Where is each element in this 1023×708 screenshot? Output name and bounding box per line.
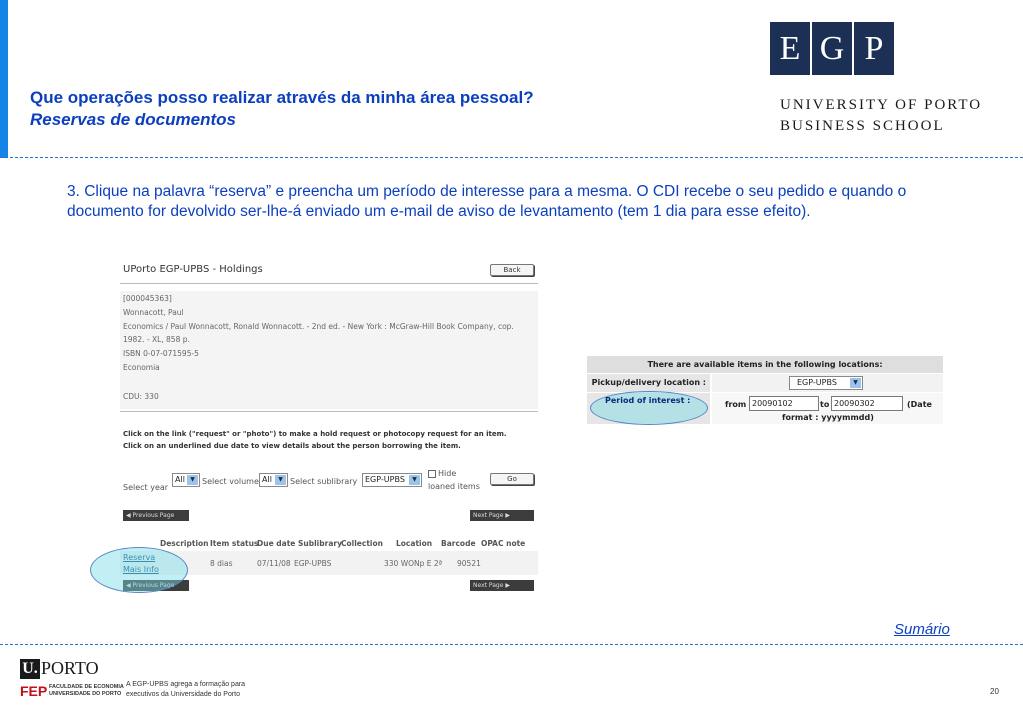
chevron-down-icon: ▼ [187, 475, 198, 485]
previous-page-label: Previous Page [132, 512, 175, 519]
page-number: 20 [990, 687, 999, 696]
school-line-1: UNIVERSITY OF PORTO [780, 97, 983, 113]
school-name [780, 95, 982, 137]
volume-select[interactable] [259, 473, 288, 487]
record-description: Economics / Paul Wonnacott, Ronald Wonnacott. - 2nd ed. - New York : McGraw-Hill Book Company, cop. [123, 322, 514, 331]
note-due-date: Click on an underlined due date to view details about the person borrowing the item. [123, 442, 461, 450]
next-page-button-bottom[interactable]: Next Page ▶ [470, 580, 534, 591]
pickup-label: Pickup/delivery location : [587, 374, 710, 392]
tagline-line-1: A EGP-UPBS agrega a formação para [126, 681, 246, 688]
fep-line-2: UNIVERSIDADE DO PORTO [49, 691, 122, 697]
col-item-status: Item status [210, 539, 259, 548]
fep-line-1: FACULDADE DE ECONOMIA [49, 684, 124, 690]
year-select[interactable] [172, 473, 200, 487]
sublibrary-value: EGP-UPBS [365, 475, 405, 484]
logo-letter-p: P [854, 22, 894, 75]
next-page-label: Next Page [473, 512, 504, 519]
cell-location: 330 WONp E 2ª [384, 559, 443, 568]
sublibrary-select[interactable] [362, 473, 422, 487]
chevron-down-icon: ▼ [850, 378, 861, 388]
to-label: to [820, 400, 830, 409]
col-due-date: Due date [257, 539, 296, 548]
reserva-link[interactable]: Reserva [123, 553, 156, 562]
from-date-input[interactable]: 20090102 [749, 396, 819, 411]
footer-tagline [126, 680, 245, 700]
select-volume-label: Select volume [202, 477, 259, 486]
cell-item-status: 8 dias [210, 559, 233, 568]
uporto-text: PORTO [41, 658, 99, 678]
previous-page-button-bottom[interactable]: ◀ Previous Page [123, 580, 189, 591]
col-sublibrary: Sublibrary [298, 539, 342, 548]
note-request: Click on the link ("request" or "photo") to make a hold request or photocopy request for an item. [123, 430, 507, 438]
cell-due-date: 07/11/08 [257, 559, 291, 568]
divider [120, 283, 538, 284]
previous-page-label: Previous Page [132, 582, 175, 589]
next-page-label: Next Page [473, 582, 504, 589]
cell-barcode: 90521 [457, 559, 481, 568]
instruction-text: 3. Clique na palavra “reserva” e preencha um período de interesse para a mesma. O CDI recebe o seu pedido e quando o documento for devolvido ser-lhe-á enviado um e-mail de aviso de levantamento (tem 1 dia para esse efeito). [67, 183, 907, 220]
school-line-2: BUSINESS SCHOOL [780, 118, 945, 134]
go-button[interactable]: Go [490, 473, 534, 485]
previous-page-button[interactable]: ◀ Previous Page [123, 510, 189, 521]
select-sublibrary-label: Select sublibrary [290, 477, 358, 486]
record-subject: Economia [123, 363, 160, 372]
fep-subtitle [49, 684, 124, 698]
bottom-divider [0, 644, 1023, 645]
period-label: Period of interest : [605, 396, 691, 405]
holdings-screenshot [118, 258, 542, 604]
uporto-mark: U. [20, 659, 40, 679]
chevron-down-icon: ▼ [275, 475, 286, 485]
next-page-button[interactable]: Next Page ▶ [470, 510, 534, 521]
logo-letter-e: E [770, 22, 810, 75]
loaned-items-label: loaned items [428, 482, 480, 491]
pickup-select[interactable] [789, 376, 863, 390]
col-barcode: Barcode [441, 539, 476, 548]
col-opac-note: OPAC note [481, 539, 526, 548]
year-value: All [175, 475, 185, 484]
locations-header: There are available items in the following locations: [587, 356, 943, 373]
record-cdu: CDU: 330 [123, 392, 159, 401]
select-year-label: Select year [123, 483, 169, 492]
sumario-link[interactable]: Sumário [894, 621, 950, 638]
cell-sublibrary: EGP-UPBS [294, 559, 332, 568]
divider [120, 411, 538, 412]
col-collection: Collection [341, 539, 383, 548]
record-id: [000045363] [123, 294, 172, 303]
logo-letter-g: G [812, 22, 852, 75]
pickup-value: EGP-UPBS [797, 378, 837, 387]
fep-logo: FEP [20, 683, 48, 699]
mais-info-link[interactable]: Mais Info [123, 565, 159, 574]
record-description-2: 1982. - XL, 858 p. [123, 335, 190, 344]
volume-value: All [262, 475, 272, 484]
slide-title-block [30, 87, 534, 131]
record-box [120, 291, 538, 409]
hide-label: Hide [438, 469, 457, 478]
highlight-oval [90, 547, 188, 593]
from-label: from [725, 400, 747, 409]
to-date-input[interactable]: 20090302 [831, 396, 903, 411]
col-description: Description [160, 539, 209, 548]
accent-bar [0, 0, 8, 158]
col-location: Location [396, 539, 433, 548]
hide-loaned-checkbox[interactable] [428, 470, 436, 478]
top-divider [0, 157, 1023, 158]
slide-title: Que operações posso realizar através da minha área pessoal? [30, 88, 534, 107]
egp-logo [770, 22, 894, 75]
holdings-title: UPorto EGP-UPBS - Holdings [123, 264, 263, 275]
record-isbn: ISBN 0-07-071595-5 [123, 349, 199, 358]
slide-subtitle: Reservas de documentos [30, 110, 236, 129]
date-format-label: format : yyyymmdd) [782, 413, 874, 422]
back-button[interactable]: Back [490, 264, 534, 276]
uporto-logo [20, 658, 99, 679]
chevron-down-icon: ▼ [409, 475, 420, 485]
date-label: (Date [907, 400, 932, 409]
record-author: Wonnacott, Paul [123, 308, 184, 317]
tagline-line-2: executivos da Universidade do Porto [126, 691, 241, 698]
